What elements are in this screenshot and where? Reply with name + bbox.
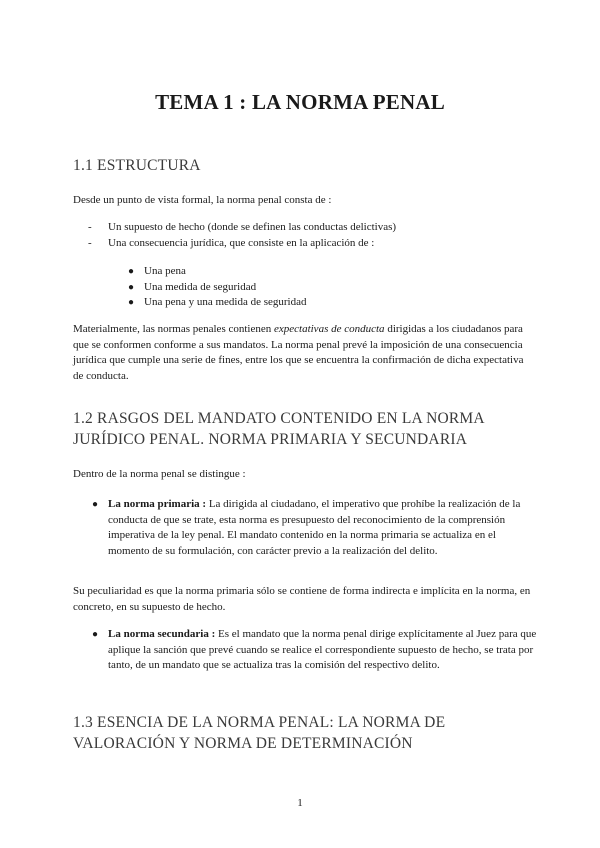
page-number: 1	[297, 797, 303, 809]
list-item: ● Una pena y una medida de seguridad	[128, 296, 307, 309]
dash-list	[88, 220, 528, 251]
material-paragraph: Materialmente, las normas penales contienen expectativas de conducta dirigidas a los ciudadanos para que se conformen conforme a sus mandatos. La norma penal prevé la imposición de una consecuencia jurídica que cumple una serie de fines, entre los que se encuentra la confirmación de dicha expectativa de conducta.	[73, 323, 524, 382]
section-heading-esencia: 1.3 ESENCIA DE LA NORMA PENAL: LA NORMA DE VALORACIÓN Y NORMA DE DETERMINACIÓN	[73, 714, 446, 752]
list-item: - Un supuesto de hecho (donde se definen las conductas delictivas)	[88, 221, 397, 233]
dot-list	[128, 264, 524, 311]
section1-intro: Desde un punto de vista formal, la norma penal consta de :	[73, 194, 332, 206]
list-item: ● Una medida de seguridad	[128, 280, 257, 293]
section-heading-rasgos: 1.2 RASGOS DEL MANDATO CONTENIDO EN LA NORMA JURÍDICO PENAL. NORMA PRIMARIA Y SECUNDARIA	[73, 410, 484, 448]
section2-intro: Dentro de la norma penal se distingue :	[73, 468, 246, 480]
list-item: ● Una pena	[128, 265, 186, 277]
norma-primaria-item: ● La norma primaria : La dirigida al ciudadano, el imperativo que prohíbe la realización de la conducta de que se trate, esta norma es presupuesto del reconocimiento de la comprensión imperativa de la ley penal. El mandato contenido en la norma primaria se actualiza en el momento de su formulación, con carácter previo a la realización del delito.	[92, 498, 521, 557]
section-heading-estructura: 1.1 ESTRUCTURA	[73, 157, 201, 174]
peculiaridad-paragraph: Su peculiaridad es que la norma primaria sólo se contiene de forma indirecta e implícita en la norma, en concreto, en su supuesto de hecho.	[73, 585, 531, 613]
page-title: TEMA 1 : LA NORMA PENAL	[155, 90, 445, 114]
list-item: - Una consecuencia jurídica, que consiste en la aplicación de :	[88, 236, 375, 249]
norma-secundaria-item: ● La norma secundaria : Es el mandato que la norma penal dirige explícitamente al Juez para que aplique la sanción que prevé cuando se realice el correspondiente supuesto de hecho, se trata por tanto, de un mandato que se actualiza tras la comisión del respectivo delito.	[92, 628, 537, 672]
